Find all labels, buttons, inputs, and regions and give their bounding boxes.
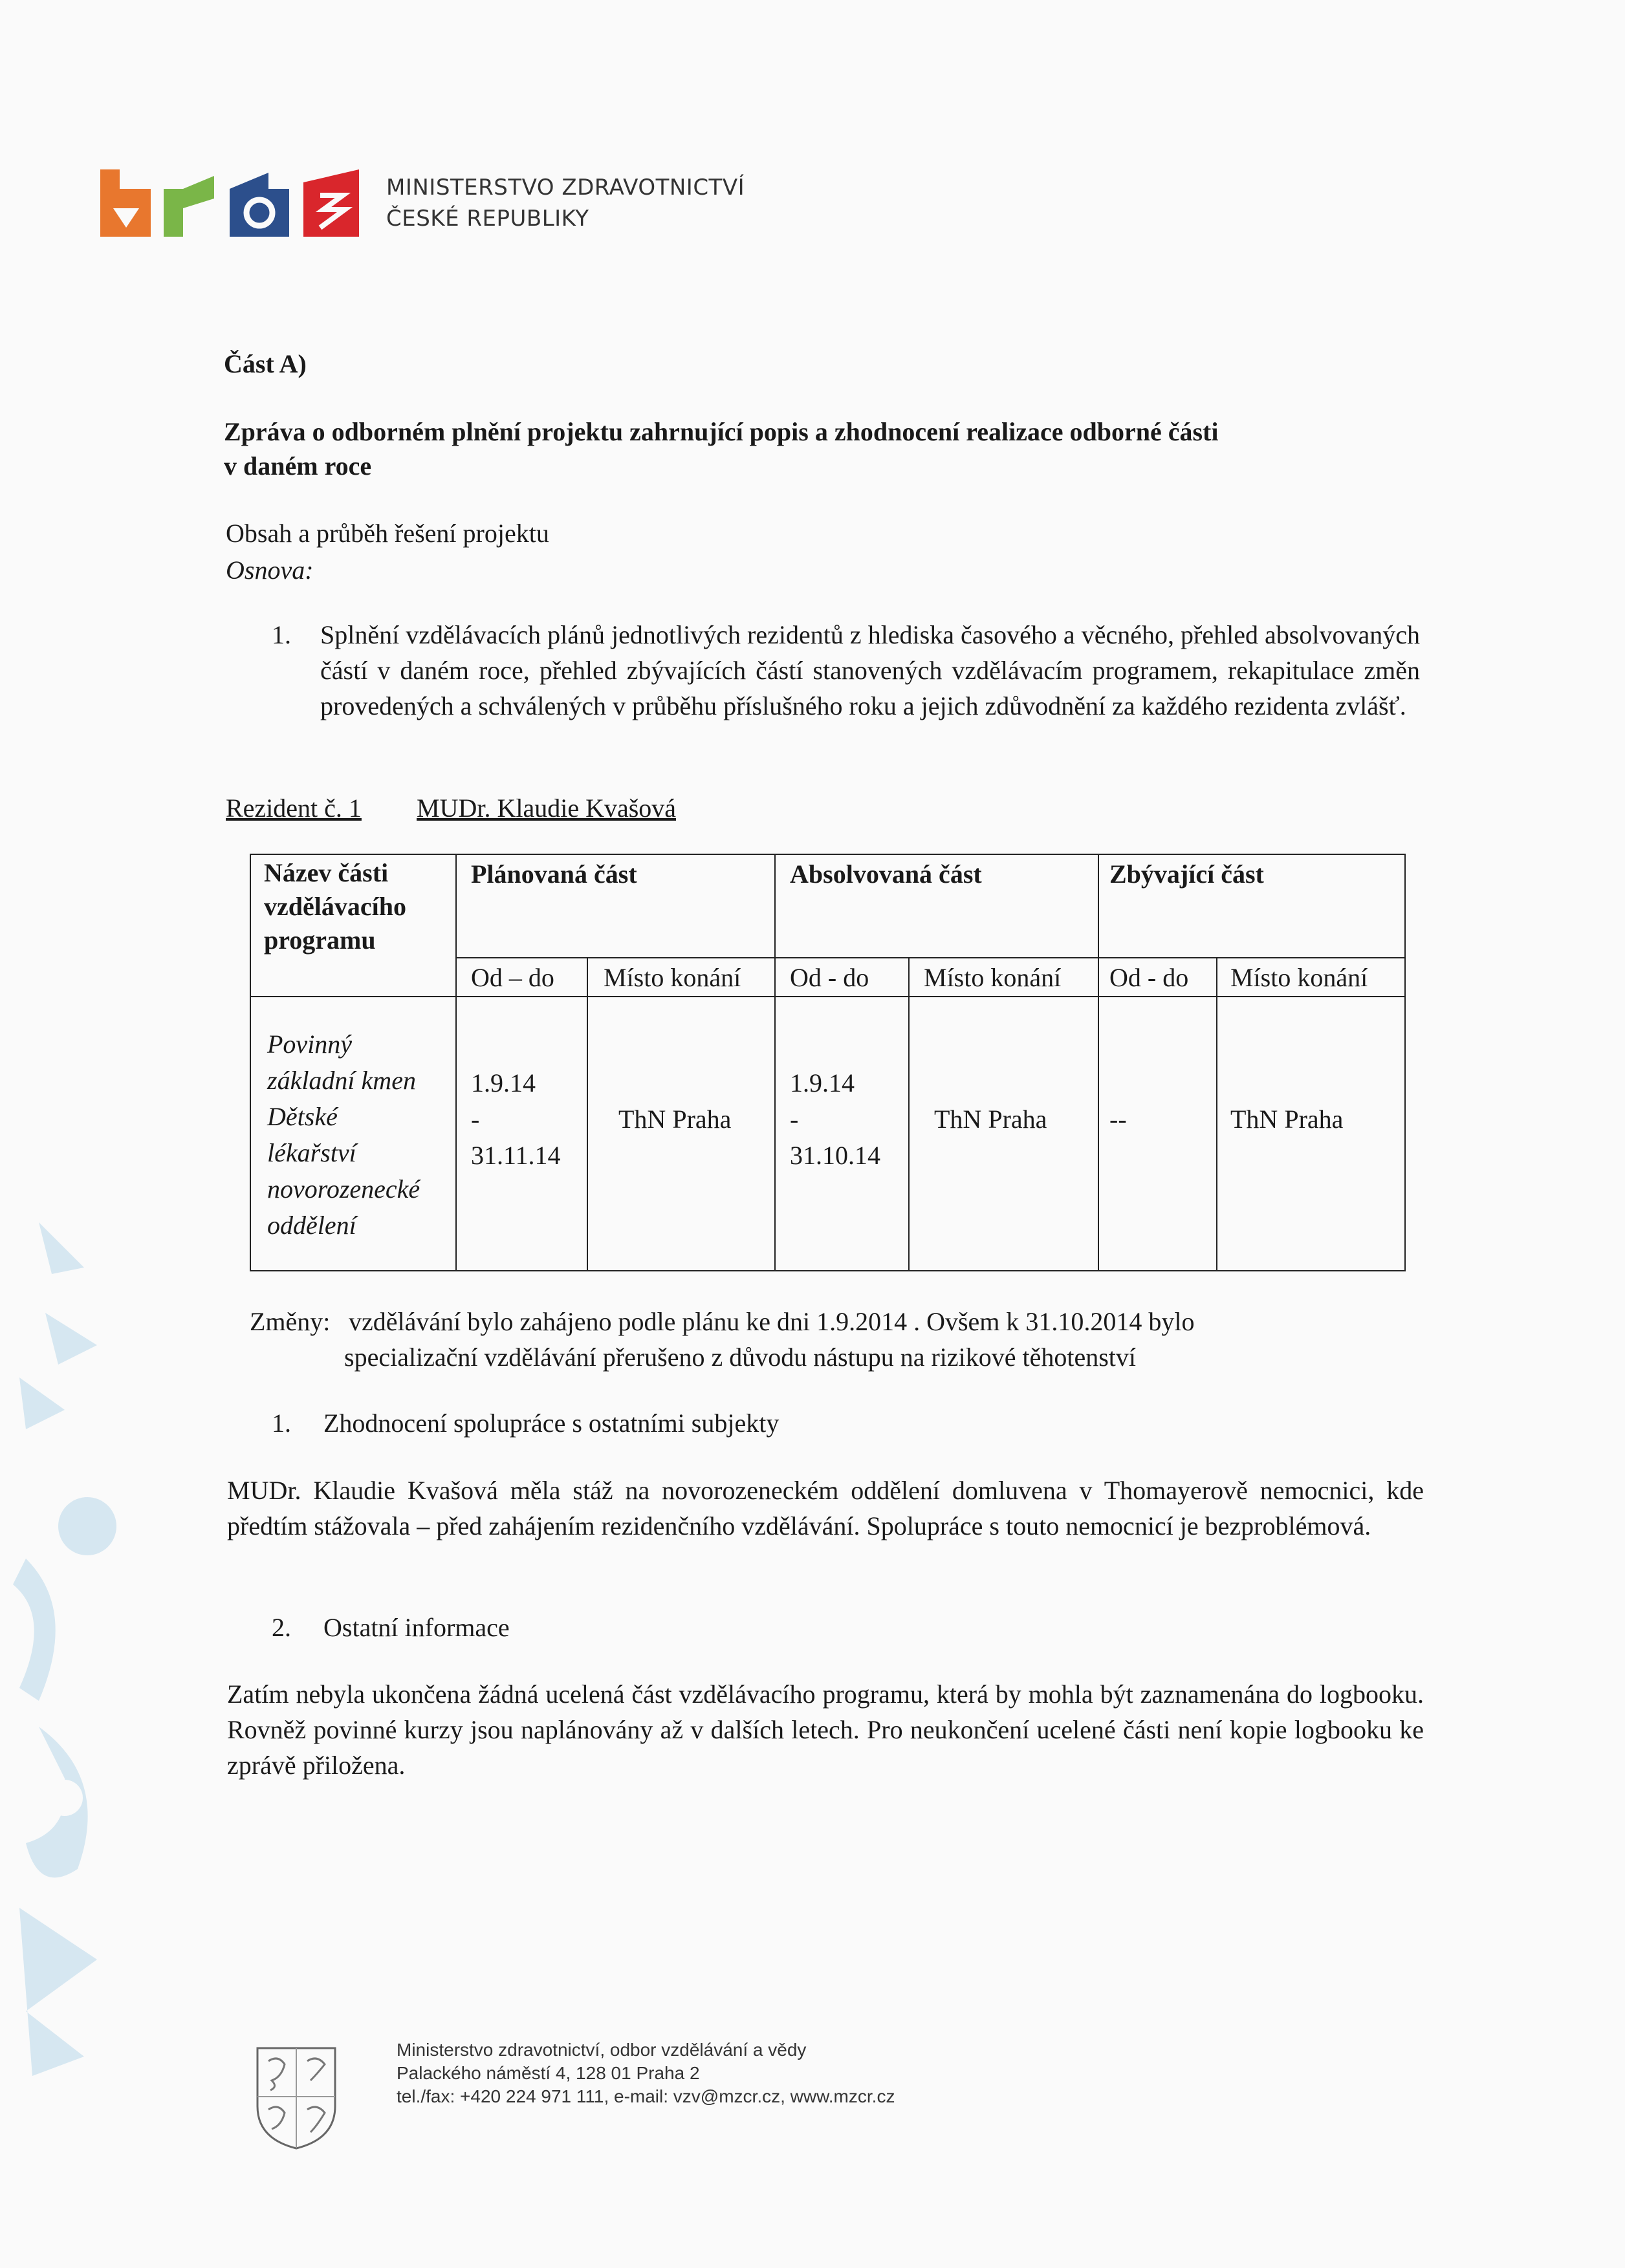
program-name-line: Povinný [267, 1030, 353, 1059]
item1-text: Splnění vzdělávacích plánů jednotlivých rezidentů z hlediska časového a věcného, přehled absolvovaných částí v daném roce, přehled zbývajících částí stanovených vzdělávacím programem, rekapitulace změn provedených a schválených v průběhu příslušného roku a jejich zdůvodnění za každého rezidenta zvlášť. [320, 620, 1420, 720]
header-completed: Absolvovaná část [790, 859, 982, 889]
item3-text: Ostatní informace [323, 1613, 510, 1642]
item2-number: 1. [272, 1409, 291, 1438]
ministry-logo [100, 169, 359, 237]
header-name-word2: vzdělávacího [264, 892, 406, 921]
title-line1: Zpráva o odborném plnění projektu zahrnující popis a zhodnocení realizace odborné části [224, 417, 1219, 446]
ministry-name [386, 172, 745, 234]
sub-from-to-remaining: Od - do [1109, 963, 1189, 992]
watermark-graphic [0, 1196, 149, 2166]
planned-date-from: 1.9.14 [471, 1068, 536, 1097]
sub-from-to-planned: Od – do [471, 963, 554, 992]
state-coat-of-arms [252, 2042, 340, 2152]
completed-date-dash: - [790, 1105, 799, 1134]
sub-place-planned: Místo konání [604, 963, 741, 992]
resident-label: Rezident č. 1 [226, 794, 362, 823]
item1-number: 1. [272, 620, 291, 649]
footer-line3: tel./fax: +420 224 971 111, e-mail: vzv@mzcr.cz, www.mzcr.cz [397, 2086, 895, 2106]
education-plan-table [250, 854, 1406, 1271]
ministry-name-line2: ČESKÉ REPUBLIKY [386, 206, 589, 232]
sub-from-to-completed: Od - do [790, 963, 869, 992]
row-remaining-dates: -- [1109, 1105, 1127, 1134]
header-planned: Plánovaná část [471, 859, 637, 889]
header-remaining: Zbývající část [1109, 859, 1264, 889]
header-name-word3: programu [264, 925, 376, 955]
item2-text: Zhodnocení spolupráce s ostatními subjekty [323, 1409, 780, 1438]
planned-date-to: 31.11.14 [471, 1141, 561, 1170]
footer-contact [397, 2038, 895, 2108]
changes-label: Změny: [250, 1307, 331, 1336]
row-program-name [267, 1026, 420, 1244]
ministry-name-line1: MINISTERSTVO ZDRAVOTNICTVÍ [386, 175, 745, 200]
row-remaining-place: ThN Praha [1230, 1105, 1344, 1134]
footer-line1: Ministerstvo zdravotnictví, odbor vzdělávání a vědy [397, 2040, 807, 2060]
row-completed-place: ThN Praha [934, 1105, 1047, 1134]
row-completed-dates [790, 1065, 880, 1174]
changes-line2: specializační vzdělávání přerušeno z důvodu nástupu na rizikové těhotenství [344, 1343, 1137, 1372]
row-planned-place: ThN Praha [618, 1105, 732, 1134]
title-line2: v daném roce [224, 451, 372, 481]
sub-place-completed: Místo konání [924, 963, 1062, 992]
row-planned-dates [471, 1065, 561, 1174]
program-name-line: Dětské [267, 1102, 338, 1131]
footer-line2: Palackého náměstí 4, 128 01 Praha 2 [397, 2063, 700, 2083]
other-info-paragraph: Zatím nebyla ukončena žádná ucelená část vzdělávacího programu, která by mohla být zaznamenána do logbooku. Rovněž povinné kurzy jsou naplánovány až v dalších letech. Pro neukončení ucelené části není kopie logbooku ke zprávě přiložena. [227, 1679, 1424, 1780]
outline-label: Osnova: [226, 556, 314, 585]
cooperation-paragraph: MUDr. Klaudie Kvašová měla stáž na novorozeneckém oddělení domluvena v Thomayerově nemocnici, kde předtím stážovala – před zahájením rezidenčního vzdělávání. Spolupráce s touto nemocnicí je bezproblémová. [227, 1476, 1424, 1540]
program-name-line: základní kmen [267, 1066, 416, 1095]
changes-line1: vzdělávání bylo zahájeno podle plánu ke dni 1.9.2014 . Ovšem k 31.10.2014 bylo [349, 1307, 1195, 1336]
resident-name: MUDr. Klaudie Kvašová [417, 794, 677, 823]
subtitle: Obsah a průběh řešení projektu [226, 519, 549, 548]
completed-date-from: 1.9.14 [790, 1068, 855, 1097]
part-heading: Část A) [224, 349, 307, 378]
header-name-word1: Název části [264, 858, 389, 887]
header-name-cell [264, 856, 439, 957]
completed-date-to: 31.10.14 [790, 1141, 880, 1170]
program-name-line: novorozenecké [267, 1174, 420, 1204]
program-name-line: oddělení [267, 1211, 356, 1240]
sub-place-remaining: Místo konání [1230, 963, 1368, 992]
item3-number: 2. [272, 1613, 291, 1642]
program-name-line: lékařství [267, 1138, 356, 1167]
planned-date-dash: - [471, 1105, 480, 1134]
